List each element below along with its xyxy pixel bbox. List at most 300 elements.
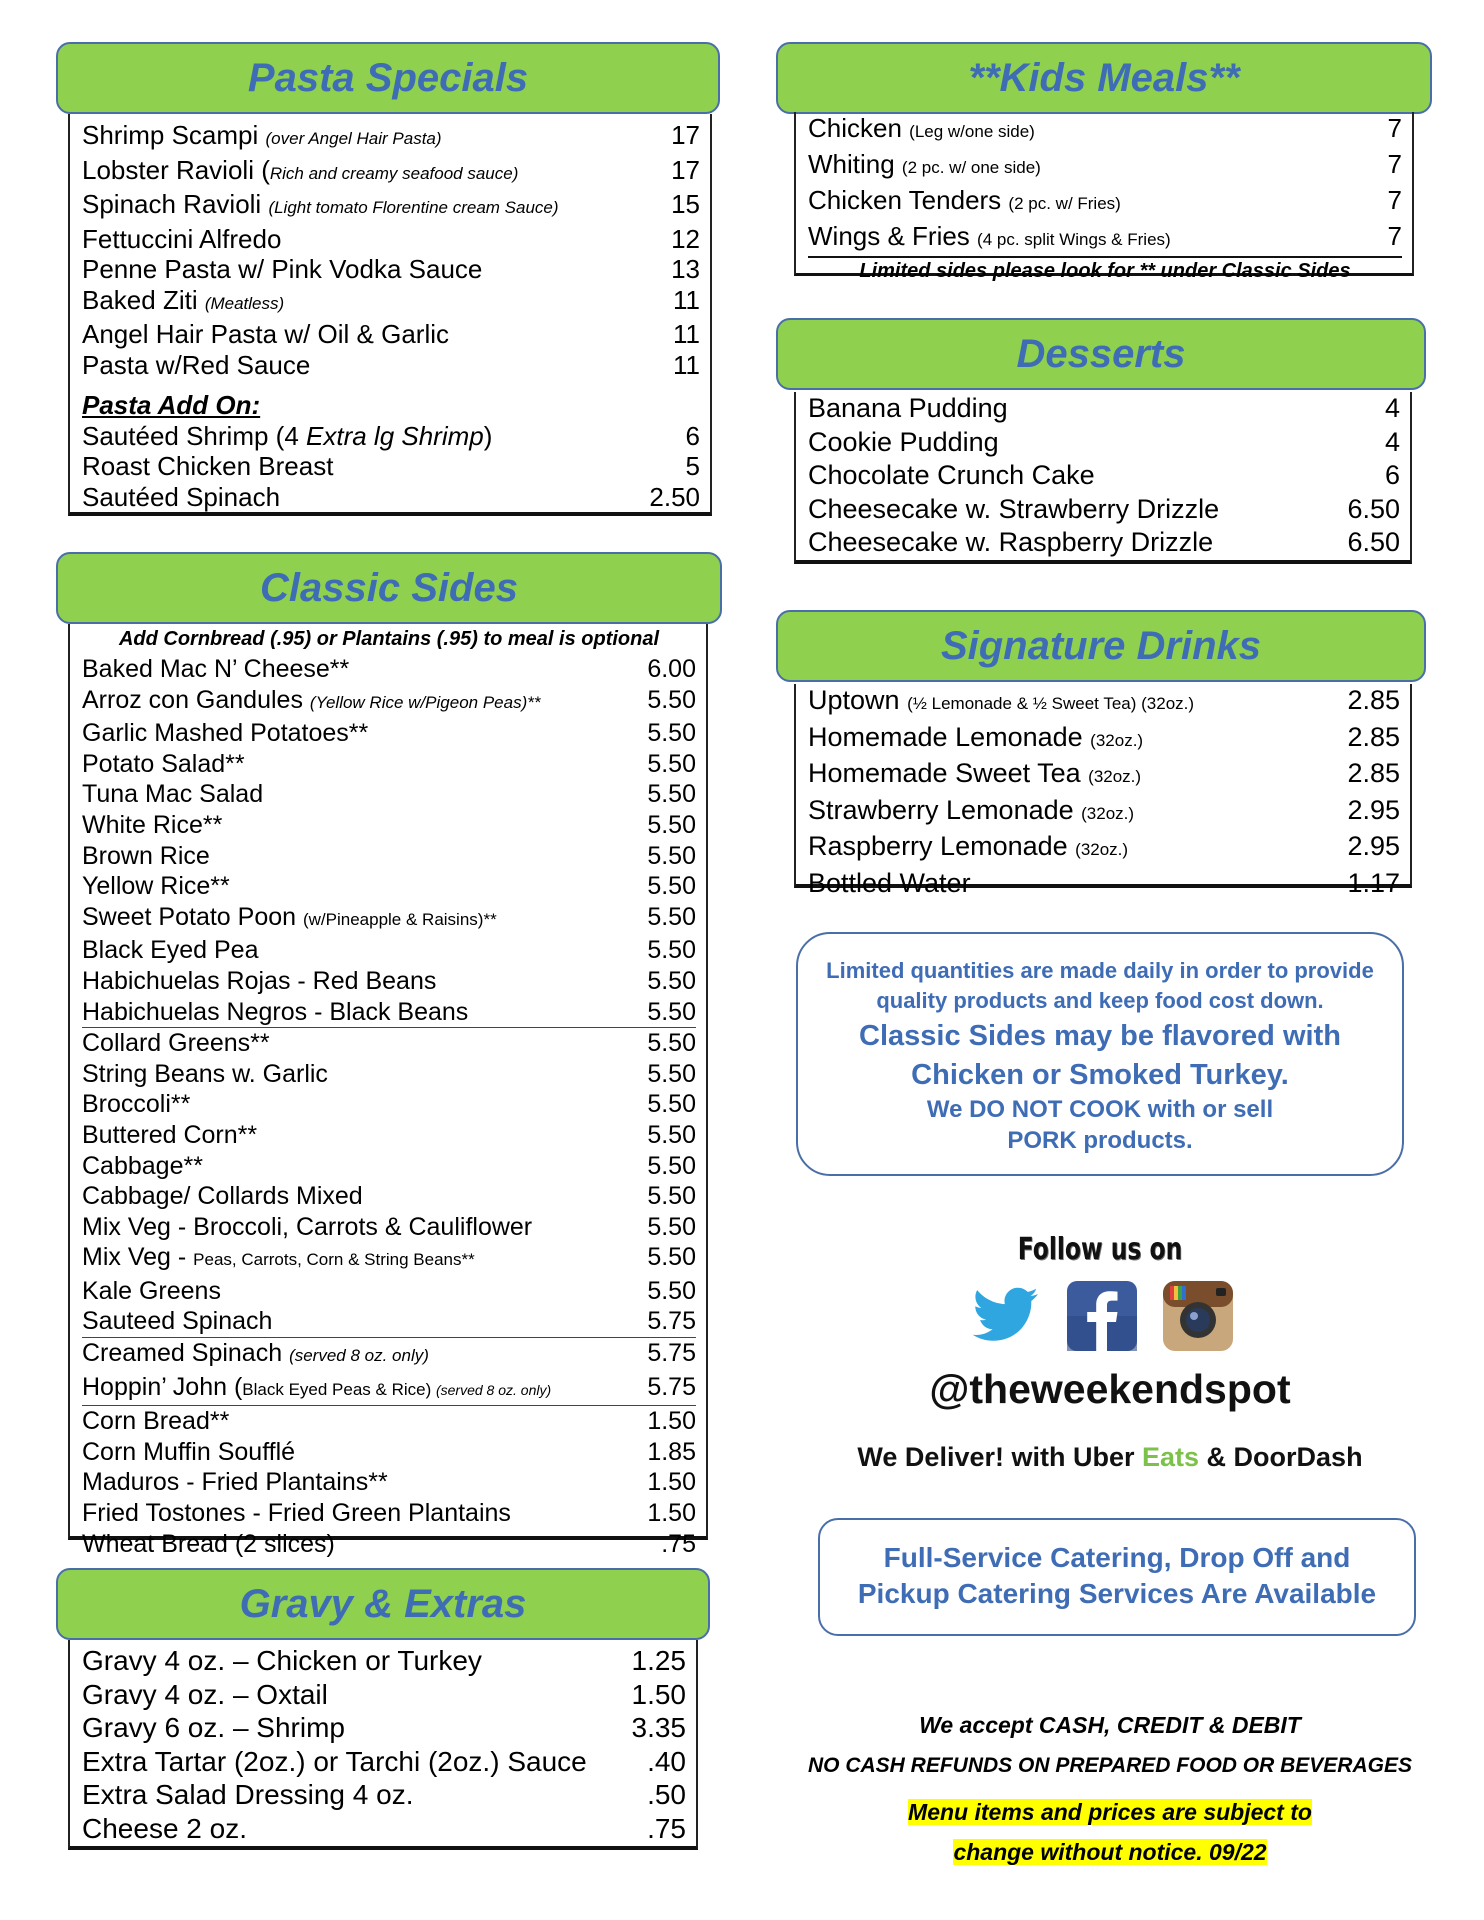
- item-note: (w/Pineapple & Raisins)**: [302, 909, 497, 929]
- item-title: Habichuelas Negros - Black Beans: [82, 997, 469, 1026]
- item-price: 5.75: [647, 1339, 696, 1368]
- item-name: [808, 392, 1008, 426]
- side-item: [82, 1242, 696, 1276]
- item-price: 2.95: [1347, 794, 1400, 825]
- item-note: (4 pc. split Wings & Fries): [977, 230, 1171, 249]
- side-item: [82, 935, 696, 966]
- side-item: [82, 1059, 696, 1090]
- pasta-addon-item: [82, 451, 700, 482]
- item-title: Hoppin’ John (: [82, 1372, 243, 1401]
- item-price: 1.50: [647, 1468, 696, 1497]
- item-name: [82, 1181, 363, 1212]
- side-item: [82, 1181, 696, 1212]
- item-title: Whiting: [808, 149, 902, 179]
- item-price: 6.50: [1347, 527, 1400, 557]
- item-price: 6: [1384, 460, 1400, 490]
- item-price: 5.50: [647, 1276, 696, 1305]
- item-price: 5.50: [647, 872, 696, 901]
- item-name: [82, 902, 497, 936]
- notice-line-5: We DO NOT COOK with or sell: [926, 1096, 1274, 1123]
- item-name: [82, 1372, 551, 1406]
- item-price: .75: [661, 1529, 696, 1558]
- item-note: Peas, Carrots, Corn & String Beans**: [193, 1250, 475, 1270]
- item-title: Chicken Tenders: [808, 185, 1009, 215]
- side-item: [82, 1529, 696, 1560]
- item-name: [808, 867, 971, 901]
- kids-item: [808, 112, 1402, 148]
- item-price: 11: [673, 284, 700, 315]
- pasta-item: [82, 120, 700, 155]
- item-price: 5.50: [647, 841, 696, 870]
- item-name: [808, 493, 1219, 527]
- instagram-icon[interactable]: [1160, 1278, 1236, 1359]
- item-name: [82, 1812, 247, 1846]
- item-title: Gravy 4 oz. – Oxtail: [82, 1678, 328, 1710]
- kids-footer: Limited sides please look for ** under Classic Sides: [808, 256, 1402, 284]
- item-title: Cabbage**: [82, 1151, 203, 1180]
- side-item: [82, 1467, 696, 1498]
- item-name: [82, 749, 245, 780]
- dessert-item: [808, 426, 1400, 460]
- item-title: Black Eyed Pea: [82, 936, 259, 965]
- catering-line-1: Full-Service Catering, Drop Off and: [883, 1542, 1351, 1573]
- item-name: [82, 155, 518, 190]
- item-price: 5.50: [647, 1151, 696, 1180]
- item-title: Tuna Mac Salad: [82, 780, 264, 809]
- item-name: [82, 1529, 335, 1560]
- delivery-eats: Eats: [1142, 1442, 1200, 1472]
- sides-header: [56, 552, 722, 624]
- delivery-pre: We Deliver! with Uber: [857, 1442, 1142, 1472]
- item-name: [82, 224, 281, 255]
- item-title: Baked Ziti: [82, 284, 205, 315]
- item-price: 5.50: [647, 997, 696, 1026]
- twitter-icon[interactable]: [968, 1278, 1044, 1359]
- item-title: Mix Veg -: [82, 1243, 194, 1272]
- side-item: [82, 654, 696, 685]
- pasta-addon-item: [82, 421, 700, 452]
- item-title: Fettuccini Alfredo: [82, 223, 282, 254]
- item-title: String Beans w. Garlic: [82, 1059, 328, 1088]
- catering-box: [818, 1518, 1416, 1636]
- item-price: 2.85: [1347, 685, 1400, 715]
- item-price: 5.50: [647, 810, 696, 839]
- kids-item: [808, 148, 1402, 184]
- item-name: [808, 426, 999, 460]
- item-price: 5.50: [647, 1182, 696, 1211]
- notice-box: [796, 932, 1404, 1176]
- item-price: 7: [1387, 185, 1402, 215]
- side-item: [82, 1151, 696, 1182]
- item-note: Black Eyed Peas & Rice): [242, 1379, 436, 1399]
- desserts-header: [776, 318, 1426, 390]
- item-title: Gravy 4 oz. – Chicken or Turkey: [82, 1645, 482, 1676]
- item-price: 1.50: [647, 1407, 696, 1436]
- item-price: 5.50: [647, 1212, 696, 1241]
- item-price: .75: [647, 1812, 686, 1844]
- item-note: (Leg w/one side): [909, 122, 1035, 141]
- gravy-item: [82, 1778, 686, 1812]
- item-title: Sautéed Shrimp (4: [82, 420, 307, 451]
- item-name: [82, 966, 436, 997]
- kids-header: [776, 42, 1432, 114]
- item-title: Homemade Lemonade: [808, 721, 1091, 752]
- drinks-header: [776, 610, 1426, 682]
- item-name: [82, 1242, 475, 1276]
- item-name: [82, 779, 263, 810]
- kids-item: [808, 184, 1402, 220]
- item-price: 5.50: [647, 966, 696, 995]
- drink-item: [808, 684, 1400, 721]
- item-name: [82, 1745, 587, 1779]
- side-item: [82, 841, 696, 872]
- item-title: Sweet Potato Poon: [82, 902, 303, 931]
- side-item: [82, 871, 696, 902]
- payment-accept: We accept CASH, CREDIT & DEBIT: [919, 1712, 1301, 1738]
- item-name: [82, 1678, 328, 1712]
- item-title: Roast Chicken Breast: [82, 451, 334, 481]
- item-name: [82, 1467, 388, 1498]
- item-price: 13: [671, 254, 700, 284]
- item-price: 2.50: [649, 481, 700, 512]
- dessert-item: [808, 493, 1400, 527]
- item-title: Cheesecake w. Strawberry Drizzle: [808, 493, 1220, 524]
- item-price: 5.75: [647, 1307, 696, 1336]
- facebook-icon[interactable]: [1064, 1278, 1140, 1359]
- item-price: 6.00: [647, 655, 696, 683]
- side-item: [82, 1405, 696, 1437]
- item-note-2: (served 8 oz. only): [435, 1381, 552, 1398]
- item-name: [82, 1089, 190, 1120]
- item-name: [808, 721, 1143, 758]
- item-title: Wheat Bread (2 slices): [82, 1529, 335, 1558]
- kids-section: [794, 112, 1414, 282]
- item-price: 11: [673, 349, 700, 380]
- item-note: (2 pc. w/ one side): [901, 158, 1041, 177]
- side-item: [82, 1089, 696, 1120]
- drinks-section: [794, 684, 1412, 898]
- item-title: Sauteed Spinach: [82, 1307, 273, 1336]
- drink-item: [808, 830, 1400, 867]
- item-tail: ): [483, 420, 493, 451]
- notice-line-1: Limited quantities are made daily in order to provide: [826, 958, 1374, 983]
- item-note: (served 8 oz. only): [289, 1346, 429, 1366]
- item-name: [808, 830, 1128, 867]
- side-item: [82, 1276, 696, 1307]
- item-title: Collard Greens**: [82, 1029, 270, 1058]
- item-note: Extra lg Shrimp: [306, 420, 484, 451]
- item-title: Pasta w/Red Sauce: [82, 349, 311, 380]
- item-name: [82, 451, 333, 482]
- item-price: 5.50: [647, 749, 696, 778]
- item-price: 15: [671, 189, 700, 219]
- side-item: [82, 1212, 696, 1243]
- side-item: [82, 810, 696, 841]
- item-name: [82, 1120, 257, 1151]
- catering-line-2: Pickup Catering Services Are Available: [857, 1578, 1377, 1609]
- price-notice: [760, 1792, 1460, 1872]
- price-notice-2: change without notice. 09/22: [953, 1839, 1267, 1865]
- item-title: Cheese 2 oz.: [82, 1812, 247, 1844]
- item-price: 5.75: [647, 1372, 696, 1401]
- side-item: [82, 779, 696, 810]
- item-price: 1.25: [631, 1645, 686, 1676]
- item-name: [82, 254, 482, 285]
- item-title: Sautéed Spinach: [82, 481, 281, 512]
- notice-line-6: PORK products.: [1007, 1127, 1193, 1154]
- item-title: Corn Muffin Soufflé: [82, 1437, 296, 1466]
- item-name: [82, 482, 280, 513]
- item-name: [808, 684, 1194, 721]
- item-name: [82, 1306, 272, 1337]
- item-price: 6: [685, 420, 700, 451]
- item-price: 12: [671, 223, 700, 254]
- item-name: [808, 184, 1121, 220]
- item-title: Chocolate Crunch Cake: [808, 460, 1095, 490]
- item-price: 7: [1387, 149, 1402, 179]
- drinks-title: Signature Drinks: [940, 624, 1262, 668]
- side-item: [82, 1306, 696, 1337]
- item-note: (Yellow Rice w/Pigeon Peas)**: [309, 692, 541, 712]
- item-price: 5.50: [647, 1120, 696, 1149]
- item-title: Uptown: [808, 685, 908, 715]
- item-price: 5.50: [647, 1029, 696, 1058]
- drink-item: [808, 757, 1400, 794]
- item-title: Gravy 6 oz. – Shrimp: [82, 1712, 345, 1743]
- item-name: [82, 810, 222, 841]
- item-title: Arroz con Gandules: [82, 685, 310, 714]
- item-price: 5.50: [647, 1090, 696, 1119]
- gravy-item: [82, 1812, 686, 1846]
- item-price: 5: [685, 451, 700, 481]
- gravy-item: [82, 1644, 686, 1678]
- pasta-item: [82, 285, 700, 320]
- item-note-2: (32oz.): [1081, 803, 1135, 823]
- item-price: 7: [1387, 113, 1402, 143]
- item-name: [808, 794, 1134, 831]
- pasta-item: [82, 224, 700, 255]
- item-name: [82, 350, 310, 381]
- item-note-2: (32oz.): [1075, 840, 1129, 859]
- item-price: 1.50: [647, 1499, 696, 1528]
- desserts-section: [794, 392, 1412, 564]
- item-price: 17: [671, 120, 700, 150]
- item-price: 5.50: [647, 1059, 696, 1088]
- item-name: [82, 285, 284, 320]
- side-item: [82, 997, 696, 1028]
- item-title: Brown Rice: [82, 841, 210, 870]
- notice-line-2: quality products and keep food cost down.: [876, 988, 1324, 1013]
- pasta-section: [68, 114, 712, 516]
- sides-subtitle: Add Cornbread (.95) or Plantains (.95) to meal is optional: [118, 628, 660, 650]
- item-title: Extra Salad Dressing 4 oz.: [82, 1779, 414, 1810]
- item-price: 3.35: [631, 1712, 686, 1743]
- side-item: [82, 1337, 696, 1372]
- item-price: 5.50: [647, 902, 696, 931]
- item-title: Spinach Ravioli: [82, 189, 269, 219]
- follow-us-label: Follow us on: [1017, 1232, 1183, 1267]
- gravy-header: [56, 1568, 710, 1640]
- item-price: 1.17: [1347, 867, 1400, 898]
- dessert-item: [808, 526, 1400, 560]
- item-price: .40: [647, 1745, 686, 1777]
- item-name: [82, 1644, 482, 1678]
- item-note: (Light tomato Florentine cream Sauce): [268, 198, 559, 217]
- item-title: Bottled Water: [808, 867, 971, 898]
- kids-title: **Kids Meals**: [968, 56, 1240, 100]
- sides-section: [68, 624, 708, 1558]
- item-price: 17: [671, 154, 700, 185]
- item-note: (½ Lemonade & ½ Sweet Tea): [907, 694, 1142, 713]
- drink-item: [808, 721, 1400, 758]
- item-title: Potato Salad**: [82, 749, 245, 778]
- side-item: [82, 1027, 696, 1059]
- item-title: Fried Tostones - Fried Green Plantains: [82, 1499, 511, 1528]
- item-name: [808, 757, 1141, 794]
- side-item: [82, 966, 696, 997]
- item-name: [82, 841, 210, 872]
- item-title: Banana Pudding: [808, 393, 1008, 423]
- item-name: [82, 319, 449, 350]
- item-price: 5.50: [647, 780, 696, 809]
- item-title: Broccoli**: [82, 1090, 191, 1119]
- side-item: [82, 685, 696, 719]
- gravy-title: Gravy & Extras: [239, 1582, 527, 1626]
- item-name: [82, 1711, 345, 1745]
- item-name: [808, 148, 1041, 184]
- dessert-item: [808, 459, 1400, 493]
- item-title: Mix Veg - Broccoli, Carrots & Cauliflower: [82, 1212, 533, 1241]
- item-note-2: (32oz.): [1090, 730, 1144, 750]
- item-title: White Rice**: [82, 810, 223, 839]
- item-name: [82, 935, 259, 966]
- item-price: 5.50: [647, 685, 696, 714]
- drink-item: [808, 794, 1400, 831]
- item-price: 6.50: [1347, 493, 1400, 524]
- item-title: Chicken: [808, 113, 910, 143]
- notice-line-4: Chicken or Smoked Turkey.: [911, 1059, 1289, 1091]
- item-title: Cheesecake w. Raspberry Drizzle: [808, 527, 1214, 557]
- item-title: Raspberry Lemonade: [808, 831, 1076, 861]
- item-title: Angel Hair Pasta w/ Oil & Garlic: [82, 319, 450, 349]
- item-title: Buttered Corn**: [82, 1120, 258, 1149]
- item-name: [82, 685, 540, 719]
- item-name: [82, 871, 230, 902]
- side-item: [82, 749, 696, 780]
- item-price: 5.50: [647, 936, 696, 965]
- item-name: [808, 526, 1213, 560]
- price-notice-1: Menu items and prices are subject to: [908, 1799, 1312, 1825]
- social-handle[interactable]: @theweekendspot: [929, 1366, 1291, 1412]
- item-title: Strawberry Lemonade: [808, 794, 1082, 825]
- no-refunds: NO CASH REFUNDS ON PREPARED FOOD OR BEVERAGES: [807, 1754, 1412, 1777]
- notice-line-3: Classic Sides may be flavored with: [859, 1020, 1341, 1052]
- item-name: [82, 654, 349, 685]
- item-name: [82, 1778, 414, 1812]
- pasta-item: [82, 155, 700, 190]
- social-icons: [968, 1278, 1236, 1359]
- item-price: 2.95: [1347, 831, 1400, 861]
- item-name: [82, 120, 442, 155]
- item-note-2: (32oz.): [1088, 767, 1142, 786]
- item-name: [82, 421, 492, 452]
- item-title: Kale Greens: [82, 1276, 221, 1305]
- pasta-header: [56, 42, 720, 114]
- side-item: [82, 1120, 696, 1151]
- side-item: [82, 1498, 696, 1529]
- side-item: [82, 1372, 696, 1406]
- pasta-item: [82, 319, 700, 350]
- item-name: [808, 459, 1095, 493]
- pasta-item: [82, 350, 700, 381]
- item-title: Baked Mac N’ Cheese**: [82, 655, 350, 683]
- item-price: .50: [647, 1779, 686, 1810]
- item-name: [82, 189, 559, 224]
- gravy-section: [68, 1640, 698, 1850]
- item-price: 4: [1384, 426, 1400, 457]
- kids-item: [808, 220, 1402, 256]
- item-note: Rich and creamy seafood sauce): [269, 163, 519, 183]
- item-title: Lobster Ravioli (: [82, 154, 270, 185]
- item-note: (2 pc. w/ Fries): [1008, 194, 1121, 213]
- item-name: [82, 1338, 429, 1372]
- item-title: Wings & Fries: [808, 221, 978, 251]
- item-name: [82, 1151, 203, 1182]
- gravy-item: [82, 1745, 686, 1779]
- item-price: 7: [1387, 221, 1402, 251]
- item-name: [808, 112, 1035, 148]
- side-item: [82, 902, 696, 936]
- item-title: Creamed Spinach: [82, 1339, 290, 1368]
- item-price: 2.85: [1347, 721, 1400, 752]
- pasta-item: [82, 189, 700, 224]
- pasta-addon-title: Pasta Add On:: [82, 390, 261, 420]
- item-name: [82, 718, 368, 749]
- item-note-2: (32oz.): [1141, 694, 1195, 713]
- delivery-line: [780, 1442, 1440, 1473]
- item-name: [808, 220, 1171, 256]
- item-price: 1.50: [631, 1678, 686, 1710]
- item-note: (Meatless): [204, 293, 285, 313]
- item-name: [82, 1437, 295, 1468]
- item-note: (over Angel Hair Pasta): [265, 129, 442, 148]
- item-price: 5.50: [647, 719, 696, 748]
- side-item: [82, 718, 696, 749]
- item-title: Corn Bread**: [82, 1407, 230, 1436]
- item-price: 11: [673, 319, 700, 349]
- item-name: [82, 1059, 328, 1090]
- pasta-item: [82, 254, 700, 285]
- pasta-addon-item: [82, 482, 700, 513]
- gravy-item: [82, 1711, 686, 1745]
- drink-item: [808, 867, 1400, 901]
- item-name: [82, 1276, 221, 1307]
- item-price: 2.85: [1347, 758, 1400, 788]
- item-title: Garlic Mashed Potatoes**: [82, 719, 369, 748]
- item-price: 5.50: [647, 1243, 696, 1272]
- item-name: [82, 1406, 229, 1437]
- pasta-title: Pasta Specials: [247, 56, 529, 100]
- side-item: [82, 1437, 696, 1468]
- item-title: Yellow Rice**: [82, 872, 230, 901]
- item-title: Habichuelas Rojas - Red Beans: [82, 966, 437, 995]
- item-price: 1.85: [647, 1437, 696, 1466]
- item-title: Penne Pasta w/ Pink Vodka Sauce: [82, 254, 483, 284]
- item-name: [82, 1212, 532, 1243]
- sides-title: Classic Sides: [260, 566, 518, 610]
- item-name: [82, 1498, 511, 1529]
- item-title: Maduros - Fried Plantains**: [82, 1468, 388, 1497]
